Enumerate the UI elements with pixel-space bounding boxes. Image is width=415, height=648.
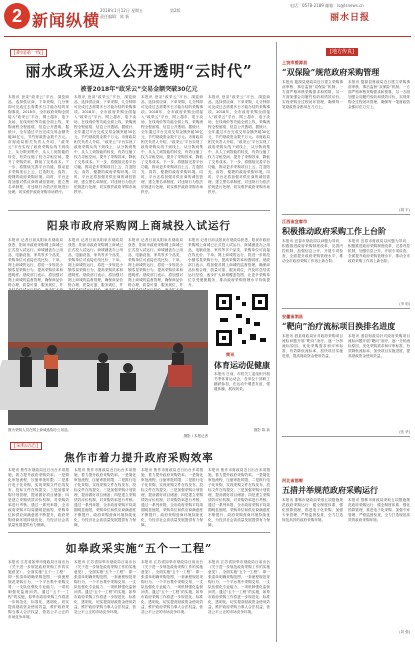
sidebar-text-3b: 本报讯 泗县财政局针对政府采购项目流标问题开展“靶向”治疗，逐一分析流标原因，优化采购需求和评审标准，有效降低流标率，加快项目实施进度，提高财政资金使用效益。 (348, 334, 410, 358)
feature-column-4: 本报讯 记者日前从阳泉市财政局获悉，阳泉市政府采购网上商城已正式投入试运行。商城涵盖办公用品、电脑设备、家具等多个品类，采购单位可直接在线比价、下单。网上商城的运行，将进一步规范小额零星采购行为，提高采购效率和透明度。财政部门表示，将加强对网上商城的监督管理，确保商品价格合理、质量可靠、服务到位，并及时总结试运行经验，逐步扩大商城覆盖范围，让更多采购单位享受便捷服务，推动政府采购管理水平持续提升。 (188, 238, 270, 287)
brief-credit: 摄影 陈 新 (253, 428, 270, 432)
feature-column-1: 本报讯 记者日前从阳泉市财政局获悉，阳泉市政府采购网上商城已正式投入试运行。商城涵盖办公用品、电脑设备、家具等多个品类，采购单位可直接在线比价、下单。网上商城的运行，将进一步规范小额零星采购行为，提高采购效率和透明度。财政部门表示，将加强对网上商城的监督管理，确保商品价格合理、质量可靠、服务到位，并 (8, 238, 63, 287)
sidebar-text-1a: 本报讯 婺源县财政局近日建立采购事前审核、事后监督“双保险”机制。一方面严格审核采购需求和预算，另一方面加强合同履约验收和绩效评价，实现采购全过程闭环管理，确保每一笔财政资金都用在刀刃上。 (282, 80, 343, 109)
lead-column-4: 本报讯 登录“政采云”平台，浏览商品、选择供应商、下单采购，几分钟即可完成过去需要多日才能办结的采购事项。2018年，全市政府采购全面接入“政采云”平台，网上超市、电子卖场、在线询价等功能全面上线，采购流程全程留痕、信息公开透明。据统计，全年通过平台完成交易金额突破30亿元，节约财政资金数千万元。市财政局相关负责人介绍，“政采云”平台实现了政府采购从线下到线上、从分散到集中、从人工到智能的转变，有效压缩了权力寻租空间，提升了采购效率，降低了交易成本。下一步，将继续完善平台功能，推动更多采购项目上云，打造阳光、高效、便捷的政府采购环境。同时，平台还将加强对供应商的诚信管理，建立黑名单制度，对违规行为依法依规进行处理，切实维护政府采购市场秩序。 (208, 95, 270, 194)
paper-title: 丽水日报 (330, 13, 371, 23)
sidebar-text-1b: 本报讯 婺源县财政局近日建立采购事前审核、事后监督“双保险”机制。一方面严格审核采购需求和预算，另一方面加强合同履约验收和绩效评价，实现采购全过程闭环管理，确保每一笔财政资金都用在刀刃上。 (348, 80, 410, 109)
feature-photo (8, 290, 208, 425)
qr-code-icon (214, 292, 270, 348)
sidebar-divider-2 (282, 308, 410, 309)
sidebar-text-4a: 本报讯 邯郸市财政局采取五项措施规范政府采购运行：健全制度体系、强化预算管理、推进电子化采购、加强专家管理、严格监督检查，全力打造规范高效的政府采购环境。 (282, 498, 343, 522)
efficiency-headline: 焦作市着力提升政府采购效率 (64, 452, 214, 464)
masthead (0, 0, 415, 44)
rugao-column-4: 本报讯 江苏省如皋市财政局日前出台《关于进一步规范政府采购工作的实施意见》，全面实施“五个一工程”：即一张清单明确采购范围、一套流程规范采购行为、一个平台集中采购交易、一支队伍强化专业能力、一项机制强化监督问责。通过“五个一工程”的实施，如皋市政府采购工作将进一步规范化、标准化、透明化，切实提高财政资金使用效益，维护政府采购当事人合法权益，营造公平公正的市场竞争环境。 (208, 560, 270, 614)
sidebar-headline-4: 五措并举规范政府采购运行 (282, 485, 378, 495)
rugao-headline: 如皋政采实施“五个一工程” (65, 542, 213, 555)
rugao-column-3: 本报讯 江苏省如皋市财政局日前出台《关于进一步规范政府采购工作的实施意见》，全面实施“五个一工程”：即一张清单明确采购范围、一套流程规范采购行为、一个平台集中采购交易、一支队伍强化专业能力、一项机制强化监督问责。通过“五个一工程”的实施，如皋市政府采购工作将进一步规范化、标准化、透明化，切实提高财政资金使用效益，维护政府采购当事人合法权益，营造公平公正的市场竞争环境。 (141, 560, 203, 614)
efficiency-column-4: 本报讯 焦作市财政局近日出台多项措施，着力提升政府采购效率。一是简化审批流程，压缩审批时限；二是推行电子化采购，实现采购文件在线发布、投标文件在线提交；三是加强采购计划管理，提前做好项目储备；四是建立采购绩效评价机制，对采购效率进行考核。通过一系列举措，全市政府采购平均周期明显缩短，采购单位和供应商满意度不断提升，政府采购营商环境持续优化，为经济社会高质量发展提供有力保障。 (208, 468, 270, 527)
efficiency-divider (8, 532, 270, 533)
sidebar-header: [地方传真] (326, 48, 358, 56)
editor-line: 责任编辑：陈 新 (100, 14, 130, 19)
rugao-column-2: 本报讯 江苏省如皋市财政局日前出台《关于进一步规范政府采购工作的实施意见》，全面实施“五个一工程”：即一张清单明确采购范围、一套流程规范采购行为、一个平台集中采购交易、一支队伍强化专业能力、一项机制强化监督问责。通过“五个一工程”的实施，如皋市政府采购工作将进一步规范化、标准化、透明化，切实提高财政资金使用效益，维护政府采购当事人合法权益，营造公平公正的市场竞争环境。 (74, 560, 136, 614)
sidebar-credit-3: (张 华) (399, 430, 410, 434)
efficiency-tag: [采购动态] (10, 442, 42, 450)
rugao-column-1: 本报讯 江苏省如皋市财政局日前出台《关于进一步规范政府采购工作的实施意见》，全面实施“五个一工程”：即一张清单明确采购范围、一套流程规范采购行为、一个平台集中采购交易、一支队伍强化专业能力、一项机制强化监督问责。通过“五个一工程”的实施，如皋市政府采购工作将进一步规范化、标准化、透明化，切实提高财政资金使用效益，维护政府采购当事人合法权益，营造公平公正的市场竞争环境。 (8, 560, 69, 619)
lead-headline: 丽水政采迈入公开透明“云时代” (25, 62, 253, 80)
section-name: 新闻纵横 (32, 13, 101, 30)
sidebar-credit-2: (李 明) (399, 302, 410, 306)
feature-column-3: 本报讯 记者日前从阳泉市财政局获悉，阳泉市政府采购网上商城已正式投入试运行。商城涵盖办公用品、电脑设备、家具等多个品类，采购单位可直接在线比价、下单。网上商城的运行，将进一步规范小额零星采购行为，提高采购效率和透明度。财政部门表示，将加强对网上商城的监督管理，确保商品价格合理、质量可靠、服务到位，并 (128, 238, 183, 287)
feature-headline: 阳泉市政府采购网上商城投入试运行 (47, 220, 231, 232)
sidebar-headline-1: “双保险”规范政府采购管理 (282, 67, 380, 77)
sidebar-kicker-4: 河北省邯郸 (282, 478, 303, 483)
sidebar-divider-3 (282, 436, 410, 437)
brief-text: 本报讯 日前，市机关工委组织开展冬季体育运动会，各单位干部职工踊跃参加，在运动中增进友谊、强健体魄、展现风采。 (214, 372, 270, 391)
efficiency-column-1: 本报讯 焦作市财政局近日出台多项措施，着力提升政府采购效率。一是简化审批流程，压缩审批时限；二是推行电子化采购，实现采购文件在线发布、投标文件在线提交；三是加强采购计划管理，提前做好项目储备；四是建立采购绩效评价机制，对采购效率进行考核。通过一系列举措，全市政府采购平均周期明显缩短，采购单位和供应商满意度不断提升，政府采购营商环境持续优化，为经济社会高质量发展提供有力保障。 (8, 468, 69, 527)
sidebar-credit-1: (胡 平) (399, 208, 410, 212)
lead-subhead: 被誉2018年“政采云”交易金额突破30亿元 (80, 86, 198, 93)
lead-column-2: 本报讯 登录“政采云”平台，浏览商品、选择供应商、下单采购，几分钟即可完成过去需要多日才能办结的采购事项。2018年，全市政府采购全面接入“政采云”平台，网上超市、电子卖场、在线询价等功能全面上线，采购流程全程留痕、信息公开透明。据统计，全年通过平台完成交易金额突破30亿元，节约财政资金数千万元。市财政局相关负责人介绍，“政采云”平台实现了政府采购从线下到线上、从分散到集中、从人工到智能的转变，有效压缩了权力寻租空间，提升了采购效率，降低了交易成本。下一步，将继续完善平台功能，推动更多采购项目上云，打造阳光、高效、便捷的政府采购环境。同时，平台还将加强对供应商的诚信管理，建立黑名单制度，对违规行为依法依规进行处理，切实维护政府采购市场秩序。 (74, 95, 136, 194)
sidebar-text-2b: 本报讯 宜春市财政局以问题为导向，积极推进政府采购制度改革，完善内控机制，加强信息公开，开展专项检查，全面提升政府采购管理水平，推动全市政府采购工作再上新台阶。 (348, 239, 410, 263)
efficiency-column-3: 本报讯 焦作市财政局近日出台多项措施，着力提升政府采购效率。一是简化审批流程，压缩审批时限；二是推行电子化采购，实现采购文件在线发布、投标文件在线提交；三是加强采购计划管理，提前做好项目储备；四是建立采购绩效评价机制，对采购效率进行考核。通过一系列举措，全市政府采购平均周期明显缩短，采购单位和供应商满意度不断提升，政府采购营商环境持续优化，为经济社会高质量发展提供有力保障。 (141, 468, 203, 527)
sidebar-divider-1 (282, 214, 410, 215)
masthead-rule (4, 36, 411, 37)
efficiency-column-2: 本报讯 焦作市财政局近日出台多项措施，着力提升政府采购效率。一是简化审批流程，压缩审批时限；二是推行电子化采购，实现采购文件在线发布、投标文件在线提交；三是加强采购计划管理，提前做好项目储备；四是建立采购绩效评价机制，对采购效率进行考核。通过一系列举措，全市政府采购平均周期明显缩短，采购单位和供应商满意度不断提升，政府采购营商环境持续优化，为经济社会高质量发展提供有力保障。 (74, 468, 136, 527)
section-logo-icon: 2 (4, 3, 30, 29)
feature-column-2: 本报讯 记者日前从阳泉市财政局获悉，阳泉市政府采购网上商城已正式投入试运行。商城涵盖办公用品、电脑设备、家具等多个品类，采购单位可直接在线比价、下单。网上商城的运行，将进一步规范小额零星采购行为，提高采购效率和透明度。财政部门表示，将加强对网上商城的监督管理，确保商品价格合理、质量可靠、服务到位，并 (68, 238, 123, 287)
sidebar-credit-4: (刘 强) (399, 630, 410, 634)
sidebar-headline-3: “靶向”治疗流标项目换排名进度 (282, 321, 396, 331)
feature-photo-caption: 图为采购人员在网上商城选购办公用品。 (8, 428, 71, 432)
sidebar-text-3a: 本报讯 泗县财政局针对政府采购项目流标问题开展“靶向”治疗，逐一分析流标原因，优化采购需求和评审标准，有效降低流标率，加快项目实施进度，提高财政资金使用效益。 (282, 334, 343, 358)
sidebar-headline-2: 积极推动政府采购工作上台阶 (282, 226, 386, 236)
date-line: 2018年1月12日 星期五 (100, 8, 144, 13)
sidebar-kicker-1: 上饶市婺源县 (282, 60, 308, 65)
qr-code[interactable] (214, 292, 270, 348)
page-number: 第2版 (170, 8, 181, 13)
lead-tag: [新闻第一线] (10, 49, 47, 57)
lead-column-3: 本报讯 登录“政采云”平台，浏览商品、选择供应商、下单采购，几分钟即可完成过去需要多日才能办结的采购事项。2018年，全市政府采购全面接入“政采云”平台，网上超市、电子卖场、在线询价等功能全面上线，采购流程全程留痕、信息公开透明。据统计，全年通过平台完成交易金额突破30亿元，节约财政资金数千万元。市财政局相关负责人介绍，“政采云”平台实现了政府采购从线下到线上、从分散到集中、从人工到智能的转变，有效压缩了权力寻租空间，提升了采购效率，降低了交易成本。下一步，将继续完善平台功能，推动更多采购项目上云，打造阳光、高效、便捷的政府采购环境。同时，平台还将加强对供应商的诚信管理，建立黑名单制度，对违规行为依法依规进行处理，切实维护政府采购市场秩序。 (141, 95, 203, 194)
brief-kicker: 简讯 (226, 352, 235, 357)
sidebar-kicker-2: 江西省宜春市 (282, 219, 308, 224)
brief-headline: 体育运动促健康 (214, 360, 270, 370)
feature-photo-credit: 摄影 / 本报记者 (183, 434, 208, 438)
feature-photo-image (8, 290, 208, 425)
lead-column-1: 本报讯 登录“政采云”平台，浏览商品、选择供应商、下单采购，几分钟即可完成过去需要多日才能办结的采购事项。2018年，全市政府采购全面接入“政采云”平台，网上超市、电子卖场、在线询价等功能全面上线，采购流程全程留痕、信息公开透明。据统计，全年通过平台完成交易金额突破30亿元，节约财政资金数千万元。市财政局相关负责人介绍，“政采云”平台实现了政府采购从线下到线上、从分散到集中、从人工到智能的转变，有效压缩了权力寻租空间，提升了采购效率，降低了交易成本。下一步，将继续完善平台功能，推动更多采购项目上云，打造阳光、高效、便捷的政府采购环境。同时，平台还将加强对供应商的诚信管理，建立黑名单制度，对违规行为依法依规进行处理，切实维护政府采购市场秩序。 (8, 95, 69, 194)
lead-divider (8, 210, 270, 211)
sidebar-text-2a: 本报讯 宜春市财政局以问题为导向，积极推进政府采购制度改革，完善内控机制，加强信息公开，开展专项检查，全面提升政府采购管理水平，推动全市政府采购工作再上新台阶。 (282, 239, 343, 263)
sidebar-text-4b: 本报讯 邯郸市财政局采取五项措施规范政府采购运行：健全制度体系、强化预算管理、推进电子化采购、加强专家管理、严格监督检查，全力打造规范高效的政府采购环境。 (348, 498, 410, 522)
sidebar-kicker-3: 安徽省泗县 (282, 314, 303, 319)
column-divider (276, 42, 277, 642)
contact-line: 电话：0578-2189 邮箱：ls@lsnews.cn (290, 3, 364, 8)
